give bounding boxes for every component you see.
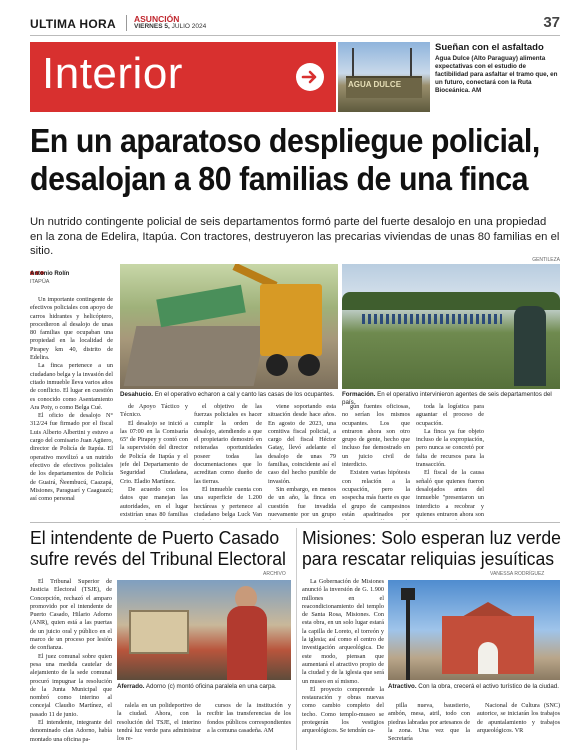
article-column — [268, 403, 336, 520]
author-name: Antonio Rolín — [30, 271, 70, 277]
promo-pole — [410, 48, 412, 78]
photo-lamp — [401, 588, 415, 600]
photo-credit: GENTILEZA — [532, 257, 560, 263]
article-column — [207, 702, 291, 750]
police-formation-photo[interactable] — [342, 264, 560, 389]
church-photo[interactable] — [388, 580, 560, 680]
photo-excavator — [260, 284, 322, 356]
paragraph: El Tribunal Superior de Justicia Electoral (TSJE), de Concepción, rechazó el amparo promovido por el intendente de Puerto Casado, Hilario Adorno (ANR), quien está a las puertas de un juicio oral y público en el marco de un proceso por lesión de confianza. — [30, 578, 112, 652]
caption-text: Adorno (c) montó oficina paralela en una carpa. — [144, 683, 277, 690]
photo-caption — [388, 683, 560, 691]
paragraph: pilla nueva, baustierio, ambón, mesa, atril, todo con piedras labradas por artesanos de la zona. Una vez que la Secretaría — [388, 702, 470, 743]
dateline-place: ITAPÚA — [30, 279, 50, 285]
photo-wheel — [298, 354, 320, 376]
main-headline-line: desalojan a 80 familias de una finca — [30, 159, 529, 197]
main-headline — [30, 122, 540, 198]
caption-text: En el operativo echaron a cal y canto las casas de los ocupantes. — [153, 391, 335, 398]
paragraph: gún fuentes oficiosas, no serían los mismos ocupantes. Los que entraron ahora son otro grupo de gente, hecho que incluso fue demostrado en un juicio civil de interdicto. — [342, 403, 410, 469]
paragraph: Existen varias hipótesis con relación a la ocupación, pero la sospecha más fuerte es que el grupo de campesinos están apadrinados por — [342, 469, 410, 518]
article-column — [120, 403, 188, 520]
arrow-right-icon[interactable] — [296, 63, 324, 91]
photo-credit: VANESSA RODRÍGUEZ — [490, 571, 545, 577]
photo-officer — [514, 306, 546, 386]
paragraph: El juez comunal sobre quien pesa una medida cautelar de alejamiento de la sede comunal procuró impugnar la resolución de la Junta Municipal que nombró como interino al concejal Claudio Martínez, el pasado 11 de junio. — [30, 652, 112, 718]
page-header — [30, 14, 560, 36]
header-divider — [126, 15, 127, 31]
promo-title: Sueñan con el asfaltado — [435, 42, 544, 53]
paragraph: La finca ya fue objeto incluso de la expropiación, pero nunca se concretó por falta de recursos para la transacción. — [416, 427, 484, 469]
photo-person — [227, 606, 267, 680]
photo-box — [129, 610, 189, 654]
caption-text: En el operativo intervinieron agentes de seis departamentos del país. — [342, 391, 552, 407]
article-column — [30, 578, 112, 750]
article-column — [30, 296, 113, 520]
photo-troops — [362, 314, 502, 324]
article-column — [342, 403, 410, 520]
story-headline-line: sufre revés del Tribunal Electoral — [30, 548, 286, 570]
article-column — [416, 403, 484, 520]
page-number: 37 — [543, 14, 560, 31]
caption-lead: Atractivo. — [388, 683, 417, 690]
photo-roof — [156, 285, 246, 328]
paragraph: De acuerdo con los datos que manejan las autoridades, en el lugar existirían unas 80 familias — [120, 485, 188, 518]
promo-body: Agua Dulce (Alto Paraguay) alimenta expectativas con el estudio de factibilidad para asfaltar el tramo que, en un futuro, conectará con la Ruta Bioceánica. AM — [435, 55, 558, 95]
paragraph: Un importante contingente de efectivos policiales con apoyo de carros hidrantes y helicóptero, procedieron al desalojo de unas 80 familias que ocupaban una propiedad en la localidad de Pirapey km 40, distrito de Edelira. — [30, 296, 113, 362]
main-deck: Un nutrido contingente policial de seis departamentos formó parte del fuerte desalojo en una propiedad en la zona de Edelira, Itapúa. Con tractores, destruyeron las precarias viviendas de unas 80 familias en el sitio. — [30, 216, 560, 258]
paragraph: El fiscal de la causa señaló que quienes fueron desalojados antes del inmueble "presentaron un interdicto a recobrar y quienes entraron ahora son — [416, 469, 484, 518]
brand-name: ASUNCIÓN — [134, 14, 180, 24]
promo-teaser[interactable] — [435, 42, 560, 95]
paragraph: El desalojo se inició a las 07:00 en la Comisaría 65ª de Pirapey y contó con la supervisión del director de Policía de Itapúa y el jefe del Departamento de Seguridad Ciudadana, Crio. Eladio Martínez. — [120, 419, 188, 485]
paragraph: El intendente, integrante del denominado clan Adorno, había montado una oficina pa- — [30, 719, 112, 743]
article-column — [477, 702, 560, 750]
caption-lead: Desahucio. — [120, 391, 154, 398]
paragraph: La finca pertenece a un ciudadano belga y la invasión del citado inmueble lleva varios años de conflicto. El lugar en cuestión es conocido como Asentamiento Ara Poty, o como Belga Cué. — [30, 362, 113, 411]
story-headline — [30, 527, 286, 569]
photo-rubble — [124, 326, 267, 386]
photo-credit: ARCHIVO — [263, 571, 286, 577]
issue-date-rest: JULIO 2024 — [169, 23, 207, 30]
paragraph: el objetivo de las fuerzas policiales es hacer cumplir la orden de desalojo, atendiendo a que el propietario demostró en reiteradas oportunidades poseer todas las documentaciones que lo acreditan como dueño de las tierras. — [194, 403, 262, 485]
paragraph: cursos de la institución y recibir las transferencias de los fondos públicos correspondientes a la comuna casadeña. AM — [207, 702, 291, 734]
paragraph: La Gobernación de Misiones anunció la inversión de G. 1.900 millones en el reacondicionamiento del templo de Santa Rosa, Misiones. Con esta obra, en un solo lugar estará la capilla de Loreto, el torreón y la iglesia; así como el centro de investigación arqueológica. De este modo, piensan que aumentará el atractivo propio de la ciudad y de la iglesia que será un museo en sí mismo. — [302, 578, 384, 685]
promo-pole — [352, 48, 354, 78]
paragraph: Sin embargo, en menos de un año, la finca en cuestión fue invadida nuevamente por un grupo — [268, 485, 336, 518]
article-column — [117, 702, 201, 750]
photo-caption — [117, 683, 293, 691]
photo-lamppost — [406, 594, 410, 680]
article-column — [194, 403, 262, 520]
story-headline — [302, 527, 561, 569]
paragraph: Nacional de Cultura (SNC) autorice, se iniciarán los trabajos de apuntalamiento y trabajos arqueológicos. VR — [477, 702, 560, 734]
promo-photo[interactable] — [338, 42, 430, 112]
paragraph: El oficio de desalojo N° 312/24 fue firmado por el fiscal Luis Alberto Albertini y estuvo a cargo del comisario Juan Agüero, director de Policía de Itapúa. El operativo movilizó a un nutrido efectivo de efectivos policiales de los departamentos de Policía de Guairá, Ñeembucú, Caazapá, Misiones, Paraguarí y Caaguazú; así como personal — [30, 412, 113, 503]
issue-date-day: VIERNES 5, — [134, 23, 170, 30]
paragraph: El inmueble cuenta con una superficie de 1.200 hectáreas y pertenece al ciudadano belga Luck Van — [194, 485, 262, 518]
story-headline-line: Misiones: Solo esperan luz verde — [302, 527, 561, 548]
paragraph: ralela en un polideportivo de la ciudad. Ahora, con la resolución del TSJE, el interino tendrá luz verde para administrar los re- — [117, 702, 201, 743]
caption-lead: Aferrado. — [117, 683, 145, 690]
demolition-photo[interactable] — [120, 264, 338, 389]
section-banner[interactable] — [30, 42, 336, 112]
photo-door — [478, 642, 498, 674]
promo-sign-text: AGUA DULCE — [348, 80, 402, 89]
main-headline-line: En un aparatoso despliegue policial, — [30, 122, 540, 159]
mayor-photo[interactable] — [117, 580, 291, 680]
paragraph: viene soportando esta situación desde hace años. En agosto de 2023, una comitiva fiscal policial, a cargo del fiscal Héctor Gatay, llevó adelante el desalojo de unas 79 familias, coincidente así el caso del hecho punible de invasión. — [268, 403, 336, 485]
article-column — [388, 702, 470, 750]
section-title: Interior — [42, 49, 183, 98]
column-divider — [296, 528, 297, 750]
paragraph: El proyecto comprende la restauración y obras nuevas como cambio completo del techo. Como templo-museo se protegerán los vestigios arqueológicos. Se tendrán ca- — [302, 685, 384, 735]
story-headline-line: para rescatar reliquias jesuíticas — [302, 548, 555, 570]
caption-text: Con la obra, crecerá el activo turístico de la ciudad. — [416, 683, 559, 690]
caption-lead: Formación. — [342, 391, 376, 398]
article-column — [302, 578, 384, 750]
photo-wheel — [266, 354, 288, 376]
issue-date — [134, 23, 206, 30]
paragraph: toda la logística para aguantar el proceso de ocupación. — [416, 403, 484, 427]
photo-caption — [120, 391, 338, 399]
story-headline-line: El intendente de Puerto Casado — [30, 527, 280, 548]
section-label: ULTIMA HORA — [30, 17, 116, 31]
paragraph: de Apoyo Táctico y Técnico. — [120, 403, 188, 419]
section-divider — [30, 522, 560, 523]
